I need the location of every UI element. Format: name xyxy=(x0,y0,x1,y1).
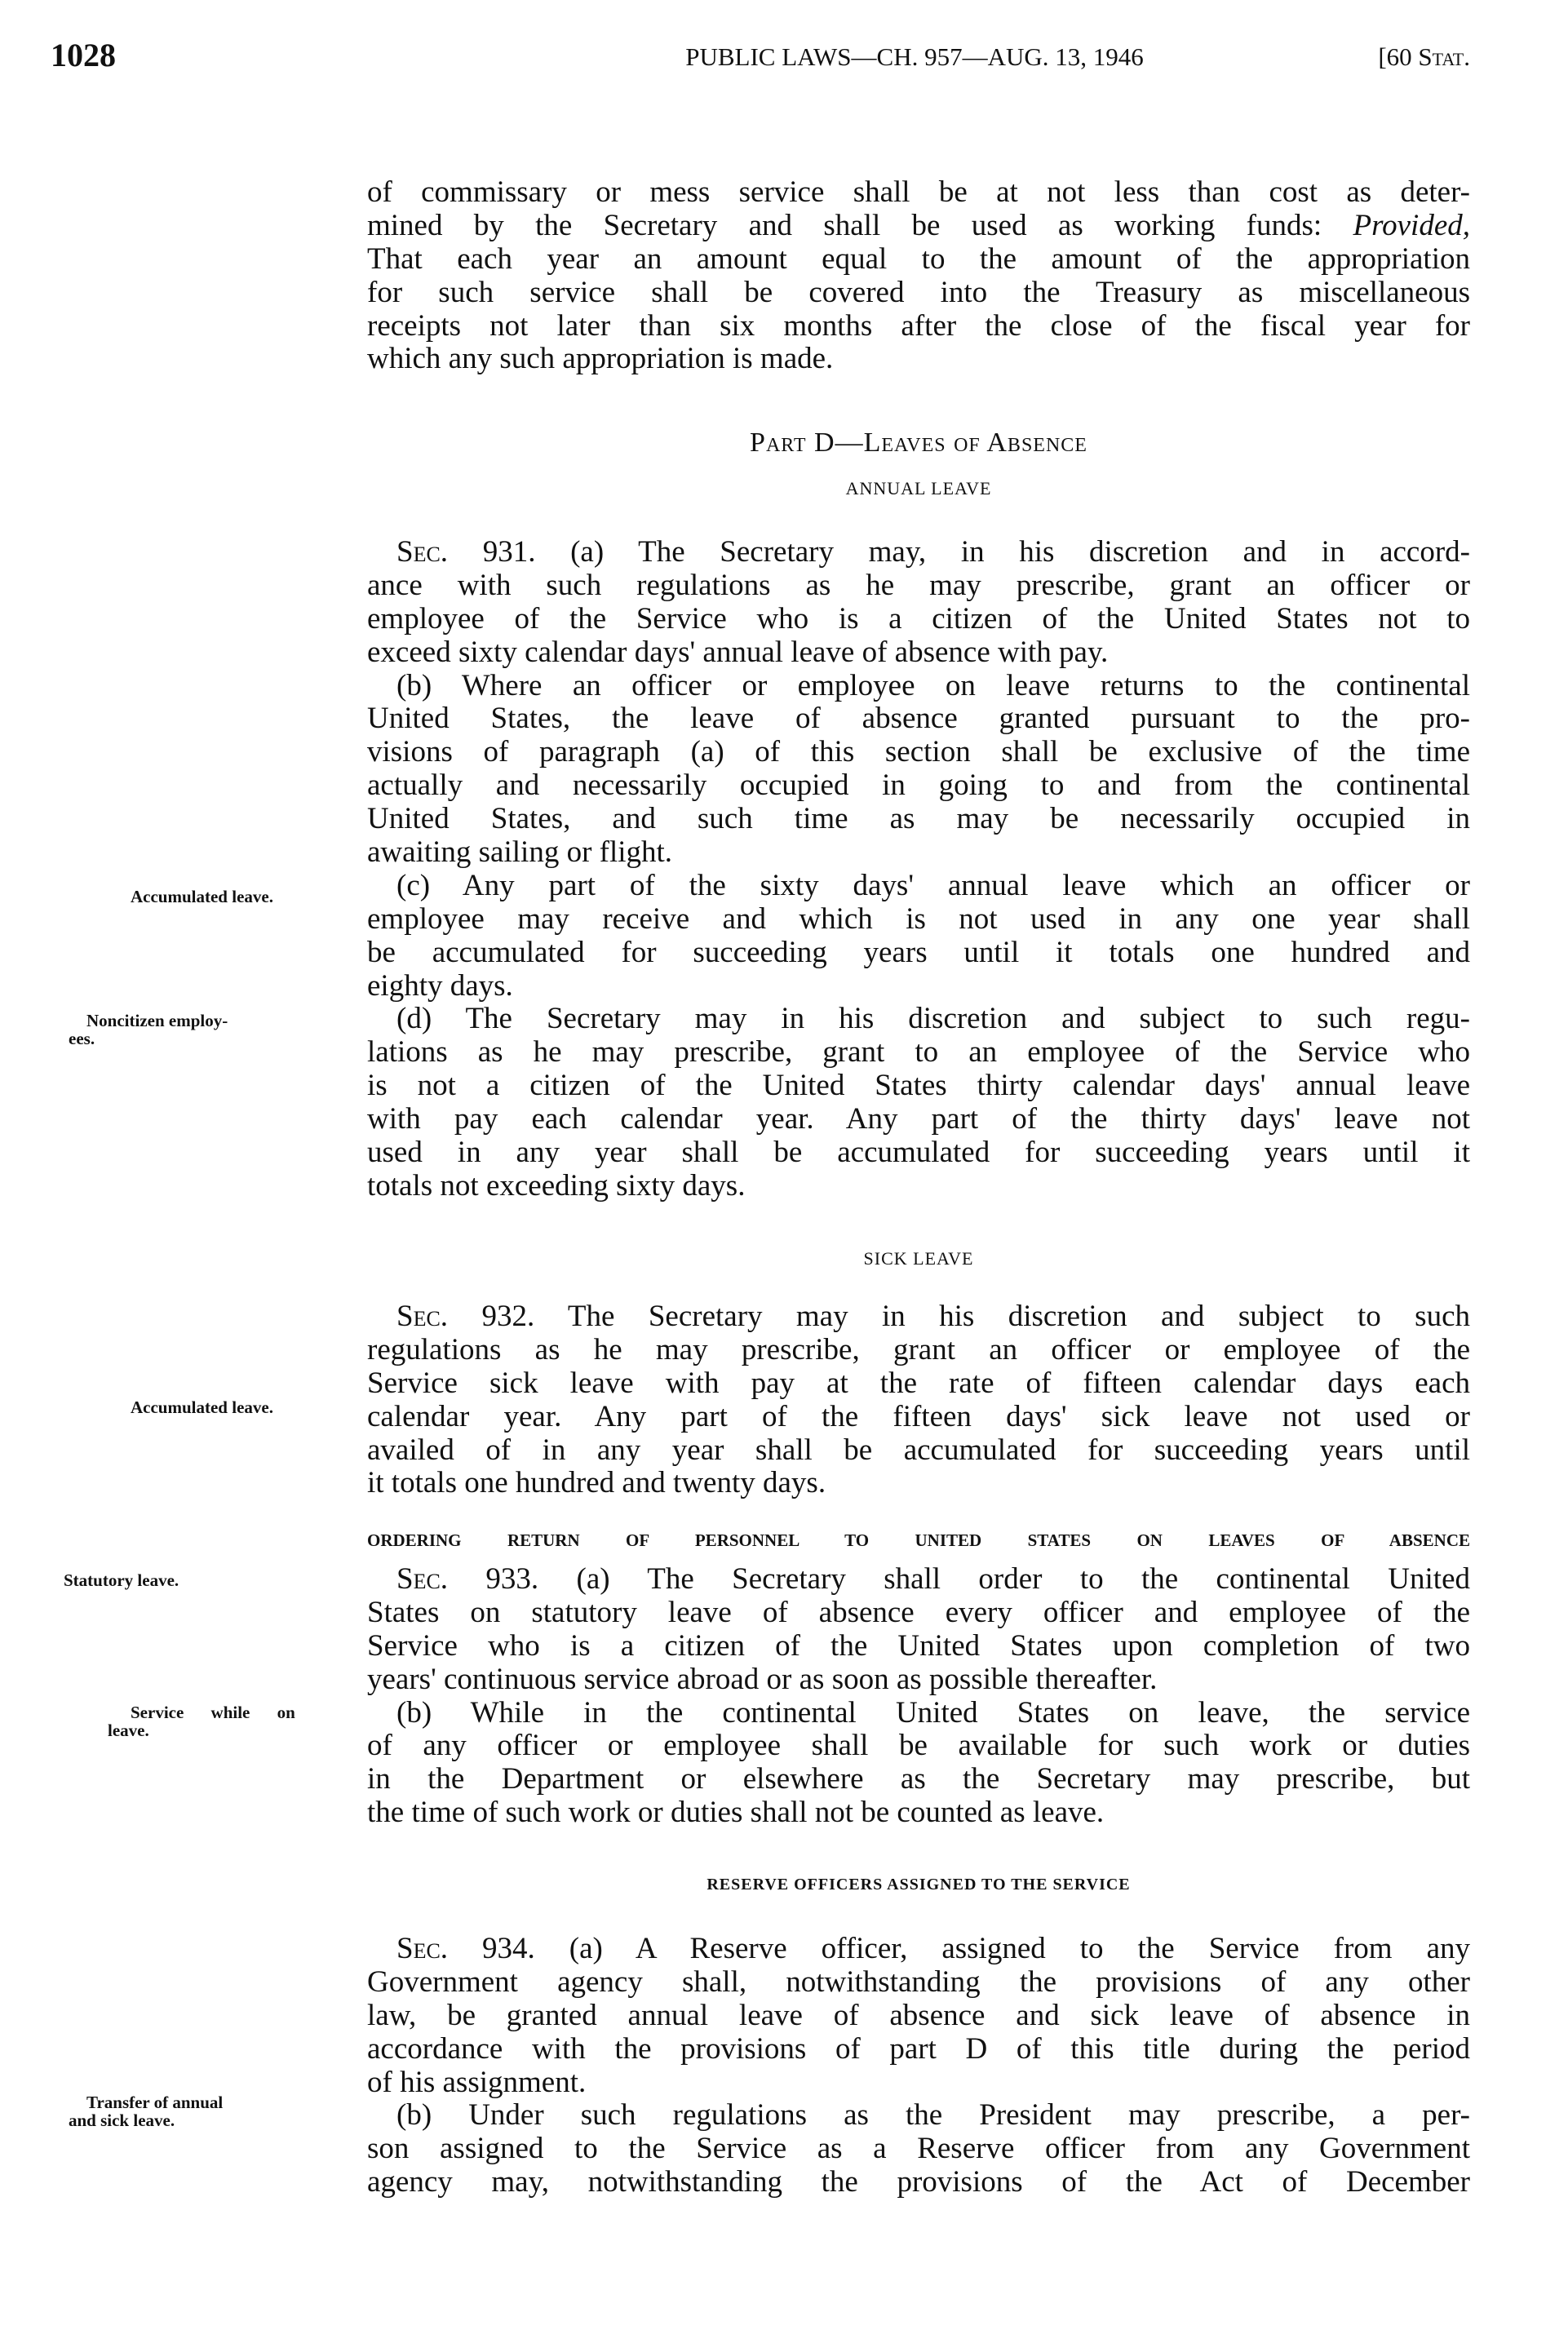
paragraph xyxy=(367,2099,1470,2199)
text-line: Government agency shall, notwithstanding the provisions of any other xyxy=(367,1964,1470,1999)
text-line: used in any year shall be accumulated for succeeding years until it xyxy=(367,1136,1470,1170)
text-line: availed of in any year shall be accumulated for succeeding years until xyxy=(367,1433,1470,1467)
paragraph xyxy=(367,1933,1470,2099)
continuation-paragraph xyxy=(367,176,1470,376)
part-heading: Part D—Leaves of Absence xyxy=(750,427,1087,458)
text-line: mined by the Secretary and shall be used as working funds: Provided, xyxy=(367,208,1470,242)
paragraph xyxy=(367,1300,1470,1500)
text-line: calendar year. Any part of the fifteen days' sick leave not used or xyxy=(367,1399,1470,1433)
subheading-annual-leave: ANNUAL LEAVE xyxy=(845,478,992,498)
margin-note-accumulated-leave xyxy=(51,888,273,906)
margin-note-line: Service while on xyxy=(131,1703,295,1722)
text-line: with pay each calendar year. Any part of the thirty days' leave not xyxy=(367,1102,1470,1136)
text-line: son assigned to the Service as a Reserve officer from any Government xyxy=(367,2132,1470,2166)
subheading-sick-leave: SICK LEAVE xyxy=(863,1248,974,1269)
text-line: (b) Where an officer or employee on leave returns to the continental xyxy=(396,668,1470,702)
section-932 xyxy=(367,1300,1470,1500)
text-line: (b) Under such regulations as the President may prescribe, a per- xyxy=(396,2098,1470,2133)
margin-note-line: Statutory leave. xyxy=(64,1570,179,1590)
text-line: actually and necessarily occupied in going to and from the continental xyxy=(367,768,1470,803)
text-line: That each year an amount equal to the amount of the appropriation xyxy=(367,241,1470,276)
margin-note-transfer-leave xyxy=(69,2093,223,2129)
text-line: totals not exceeding sixty days. xyxy=(367,1168,746,1203)
text-line: which any such appropriation is made. xyxy=(367,342,834,376)
text-line: Service who is a citizen of the United States upon completion of two xyxy=(367,1628,1470,1663)
text-line: agency may, notwithstanding the provisions of the Act of December xyxy=(367,2165,1470,2199)
margin-note-line: Accumulated leave. xyxy=(131,887,273,906)
margin-note-statutory-leave xyxy=(64,1571,179,1589)
margin-note-line: Accumulated leave. xyxy=(131,1397,273,1417)
margin-note-noncitizen xyxy=(69,1012,228,1048)
section-934 xyxy=(367,1933,1470,2199)
paragraph xyxy=(367,670,1470,870)
text-line: is not a citizen of the United States thirty calendar days' annual leave xyxy=(367,1069,1470,1103)
text-line: (d) The Secretary may in his discretion and subject to such regu- xyxy=(396,1002,1470,1036)
paragraph xyxy=(367,1003,1470,1203)
margin-note-line: ees. xyxy=(69,1029,95,1048)
text-line: be accumulated for succeeding years until it totals one hundred and xyxy=(367,935,1470,969)
text-line: Sec. 933. (a) The Secretary shall order to the continental United xyxy=(396,1562,1470,1596)
text-line: Sec. 932. The Secretary may in his discretion and subject to such xyxy=(396,1300,1470,1333)
text-line: employee may receive and which is not used in any one year shall xyxy=(367,901,1470,936)
text-line: years' continuous service abroad or as soon as possible thereafter. xyxy=(367,1662,1158,1696)
text-line: for such service shall be covered into the Treasury as miscellaneous xyxy=(367,275,1470,309)
text-line: lations as he may prescribe, grant to an employee of the Service who xyxy=(367,1035,1470,1070)
paragraph xyxy=(367,1697,1470,1831)
running-head: PUBLIC LAWS—CH. 957—AUG. 13, 1946 xyxy=(685,42,1144,71)
page-number: 1028 xyxy=(51,37,116,73)
text-line: ance with such regulations as he may prescribe, grant an officer or xyxy=(367,568,1470,602)
text-line: Sec. 931. (a) The Secretary may, in his discretion and in accord- xyxy=(396,535,1470,569)
margin-note-line: Noncitizen employ- xyxy=(86,1011,228,1030)
text-line: regulations as he may prescribe, grant an officer or employee of the xyxy=(367,1332,1470,1366)
paragraph xyxy=(367,870,1470,1003)
volume-reference: [60 Stat. xyxy=(1378,42,1470,71)
margin-note-line: leave. xyxy=(108,1721,149,1740)
text-line: eighty days. xyxy=(367,968,513,1003)
subheading-reserve-officers: RESERVE OFFICERS ASSIGNED TO THE SERVICE xyxy=(706,1876,1131,1894)
text-line: exceed sixty calendar days' annual leave of absence with pay. xyxy=(367,635,1109,669)
text-line: law, be granted annual leave of absence and sick leave of absence in xyxy=(367,1998,1470,2032)
text-line: it totals one hundred and twenty days. xyxy=(367,1466,826,1500)
paragraph xyxy=(367,176,1470,376)
section-933 xyxy=(367,1563,1470,1830)
text-line: awaiting sailing or flight. xyxy=(367,835,673,870)
margin-note-line: and sick leave. xyxy=(69,2111,175,2130)
text-line: accordance with the provisions of part D of this title during the period xyxy=(367,2031,1470,2066)
text-line: (c) Any part of the sixty days' annual leave which an officer or xyxy=(396,868,1470,902)
margin-note-accumulated-leave-2 xyxy=(51,1398,273,1416)
text-line: (b) While in the continental United States on leave, the service xyxy=(396,1695,1470,1730)
text-line: of commissary or mess service shall be at not less than cost as deter- xyxy=(367,175,1470,209)
text-line: United States, the leave of absence granted pursuant to the pro- xyxy=(367,702,1470,736)
paragraph xyxy=(367,536,1470,670)
paragraph xyxy=(367,1563,1470,1697)
text-line: visions of paragraph (a) of this section shall be exclusive of the time xyxy=(367,735,1470,769)
text-line: the time of such work or duties shall not be counted as leave. xyxy=(367,1796,1105,1830)
margin-note-service-while-on-leave xyxy=(108,1703,340,1739)
text-line: of his assignment. xyxy=(367,2065,587,2099)
section-931 xyxy=(367,536,1470,1203)
text-line: in the Department or elsewhere as the Secretary may prescribe, but xyxy=(367,1762,1470,1796)
margin-note-line: Transfer of annual xyxy=(86,2093,224,2112)
text-line: receipts not later than six months after the close of the fiscal year for xyxy=(367,308,1470,343)
text-line: of any officer or employee shall be available for such work or duties xyxy=(367,1729,1470,1763)
text-line: Service sick leave with pay at the rate of fifteen calendar days each xyxy=(367,1366,1470,1400)
subheading-ordering-return: ORDERING RETURN OF PERSONNEL TO UNITED STATES ON LEAVES OF ABSENCE xyxy=(367,1530,1470,1550)
text-line: employee of the Service who is a citizen of the United States not to xyxy=(367,601,1470,636)
text-line: States on statutory leave of absence every officer and employee of the xyxy=(367,1595,1470,1629)
text-line: Sec. 934. (a) A Reserve officer, assigned to the Service from any xyxy=(396,1932,1470,1965)
text-line: United States, and such time as may be necessarily occupied in xyxy=(367,802,1470,836)
